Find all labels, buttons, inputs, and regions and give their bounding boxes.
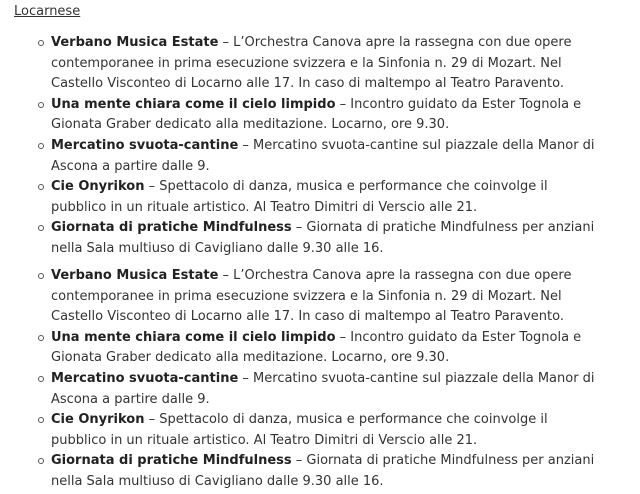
event-title: Cie Onyrikon [51, 179, 145, 195]
event-title: Mercatino svuota-cantine [51, 137, 239, 153]
event-title: Una mente chiara come il cielo limpido [51, 96, 336, 112]
event-item [0, 410, 640, 451]
circle-bullet-icon [38, 225, 44, 231]
event-separator: – [291, 220, 307, 236]
event-description: Mercatino svuota-cantine sul piazzale della Manor di Ascona a partire dalle 9. [51, 370, 595, 407]
event-item [0, 266, 640, 328]
event-description: Spettacolo di danza, musica e performance che coinvolge il pubblico in un rituale artistico. Al Teatro Dimitri di Verscio alle 21. [51, 179, 548, 215]
event-item [0, 369, 640, 410]
event-item [0, 451, 640, 492]
event-item [0, 218, 640, 259]
event-separator: – [218, 268, 234, 283]
event-separator: – [335, 96, 351, 112]
circle-bullet-icon [38, 335, 44, 341]
event-separator: – [238, 370, 254, 386]
event-description: Giornata di pratiche Mindfulness per anziani nella Sala multiuso di Cavigliano dalle 9.30 alle 16. [51, 220, 595, 256]
event-item [0, 136, 640, 177]
event-description: Giornata di pratiche Mindfulness per anziani nella Sala multiuso di Cavigliano dalle 9.30 alle 16. [51, 453, 595, 489]
event-description: Incontro guidato da Ester Tognola e Gionata Graber dedicato alla meditazione. Locarno, ore 9.30. [51, 96, 582, 133]
event-item [0, 33, 640, 95]
event-separator: – [291, 453, 307, 469]
region-link-locarnese[interactable]: Locarnese [14, 4, 81, 19]
circle-bullet-icon [38, 273, 44, 279]
event-description: Incontro guidato da Ester Tognola e Gionata Graber dedicato alla meditazione. Locarno, ore 9.30. [51, 329, 582, 366]
event-description: L’Orchestra Canova apre la rassegna con due opere contemporanee in prima esecuzione svizzera e la Sinfonia n. 29 di Mozart. Nel Castello Visconteo di Locarno alle 17. In caso di maltempo al Teatro Paravento. [51, 35, 572, 92]
event-item [0, 95, 640, 136]
event-title: Verbano Musica Estate [51, 268, 219, 283]
event-separator: – [144, 412, 160, 428]
event-list [0, 266, 640, 493]
circle-bullet-icon [38, 40, 44, 46]
event-item [0, 328, 640, 369]
circle-bullet-icon [38, 184, 44, 190]
circle-bullet-icon [38, 143, 44, 149]
circle-bullet-icon [38, 458, 44, 464]
event-title: Cie Onyrikon [51, 412, 145, 428]
event-list [0, 33, 640, 260]
event-title: Mercatino svuota-cantine [51, 370, 239, 386]
circle-bullet-icon [38, 102, 44, 108]
circle-bullet-icon [38, 376, 44, 382]
event-item [0, 177, 640, 218]
event-description: L’Orchestra Canova apre la rassegna con due opere contemporanee in prima esecuzione svizzera e la Sinfonia n. 29 di Mozart. Nel Castello Visconteo di Locarno alle 17. In caso di maltempo al Teatro Paravento. [51, 268, 572, 325]
event-title: Verbano Musica Estate [51, 35, 219, 50]
event-separator: – [335, 329, 351, 345]
event-title: Giornata di pratiche Mindfulness [51, 453, 292, 469]
event-separator: – [238, 137, 254, 153]
circle-bullet-icon [38, 417, 44, 423]
event-separator: – [218, 35, 234, 50]
event-title: Giornata di pratiche Mindfulness [51, 220, 292, 236]
event-title: Una mente chiara come il cielo limpido [51, 329, 336, 345]
event-description: Mercatino svuota-cantine sul piazzale della Manor di Ascona a partire dalle 9. [51, 137, 595, 174]
event-separator: – [144, 179, 160, 195]
event-description: Spettacolo di danza, musica e performance che coinvolge il pubblico in un rituale artistico. Al Teatro Dimitri di Verscio alle 21. [51, 412, 548, 448]
